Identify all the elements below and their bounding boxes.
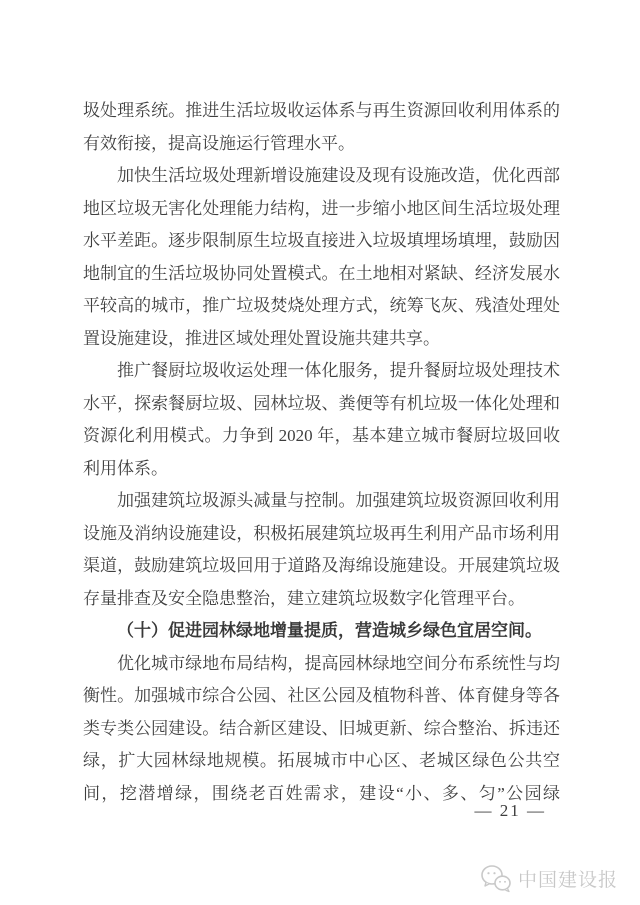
text-line: 绿，扩大园林绿地规模。拓展城市中心区、老城区绿色公共空	[83, 751, 560, 770]
text-line: 地区垃圾无害化处理能力结构，进一步缩小地区间生活垃圾处理	[83, 198, 560, 218]
text-line: 加强建筑垃圾源头减量与控制。加强建筑垃圾资源回收利用	[117, 491, 560, 510]
page-number: — 21 —	[474, 801, 546, 820]
text-line: 类专类公园建设。结合新区建设、旧城更新、综合整治、拆违还	[83, 718, 560, 738]
text-line: 推广餐厨垃圾收运处理一体化服务，提升餐厨垃圾处理技术	[117, 361, 560, 380]
text-line: 置设施建设，推进区域处理处置设施共建共享。	[83, 328, 440, 348]
text-line: 衡性。加强城市综合公园、社区公园及植物科普、体育健身等各	[83, 686, 560, 705]
text-block	[83, 95, 560, 810]
text-line: 加快生活垃圾处理新增设施建设及现有设施改造，优化西部	[117, 166, 560, 185]
text-line: 平较高的城市，推广垃圾焚烧处理方式，统筹飞灰、残渣处理处	[83, 296, 560, 315]
footer-watermark	[480, 864, 618, 893]
text-line: 利用体系。	[83, 458, 168, 478]
text-line: 水平，探索餐厨垃圾、园林垃圾、粪便等有机垃圾一体化处理和	[83, 393, 560, 413]
text-line: 优化城市绿地布局结构，提高园林绿地空间分布系统性与均	[117, 653, 560, 673]
section-heading-line: （十）促进园林绿地增量提质，营造城乡绿色宜居空间。	[117, 621, 542, 640]
footer-source-label: 中国建设报	[517, 870, 618, 891]
text-line: 间，挖潜增绿，围绕老百姓需求，建设“小、多、匀”公园绿	[83, 783, 560, 803]
text-line: 水平差距。逐步限制原生垃圾直接进入垃圾填埋场填埋，鼓励因	[83, 231, 560, 250]
text-line: 地制宜的生活垃圾协同处置模式。在土地相对紧缺、经济发展水	[83, 263, 560, 283]
text-line: 设施及消纳设施建设，积极拓展建筑垃圾再生利用产品市场利用	[83, 523, 560, 543]
text-line: 渠道，鼓励建筑垃圾回用于道路及海绵设施建设。开展建筑垃圾	[83, 556, 560, 575]
text-line: 存量排查及安全隐患整治，建立建筑垃圾数字化管理平台。	[83, 588, 525, 608]
text-line: 资源化利用模式。力争到 2020 年，基本建立城市餐厨垃圾回收	[83, 426, 560, 445]
text-line: 有效衔接，提高设施运行管理水平。	[83, 133, 355, 153]
wechat-icon	[480, 864, 511, 893]
text-line: 圾处理系统。推进生活垃圾收运体系与再生资源回收利用体系的	[83, 101, 560, 120]
